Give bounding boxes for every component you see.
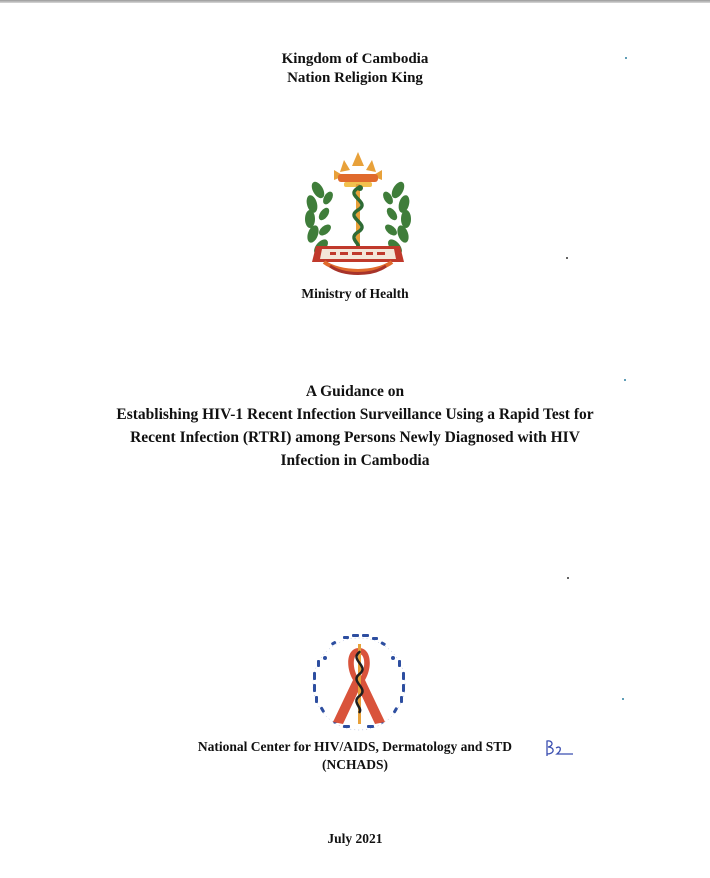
- title-line-3: Recent Infection (RTRI) among Persons Newly Diagnosed with HIV: [130, 429, 580, 446]
- title-line-2: Establishing HIV-1 Recent Infection Surveillance Using a Rapid Test for: [116, 406, 594, 423]
- document-date: July 2021: [327, 831, 383, 846]
- kingdom-title: Kingdom of Cambodia: [281, 51, 429, 67]
- title-line-1: A Guidance on: [305, 383, 405, 400]
- handwritten-initials-signature: [543, 738, 577, 760]
- document-header: [0, 50, 710, 88]
- center-name: [0, 738, 710, 774]
- motto: Nation Religion King: [287, 70, 423, 86]
- scan-speck: [624, 379, 626, 381]
- scan-speck: [566, 257, 568, 259]
- center-name-line-2: (NCHADS): [322, 757, 388, 772]
- page-top-border: [0, 0, 710, 3]
- scan-speck: [567, 577, 569, 579]
- ministry-of-health-emblem-icon: [300, 150, 416, 278]
- center-name-line-1: National Center for HIV/AIDS, Dermatology and STD: [197, 739, 513, 754]
- document-title: [0, 380, 710, 472]
- scan-speck: [622, 698, 624, 700]
- title-line-4: Infection in Cambodia: [280, 452, 430, 469]
- scan-speck: [625, 57, 627, 59]
- ministry-label: Ministry of Health: [301, 286, 409, 301]
- nchads-red-ribbon-logo-icon: [303, 630, 415, 738]
